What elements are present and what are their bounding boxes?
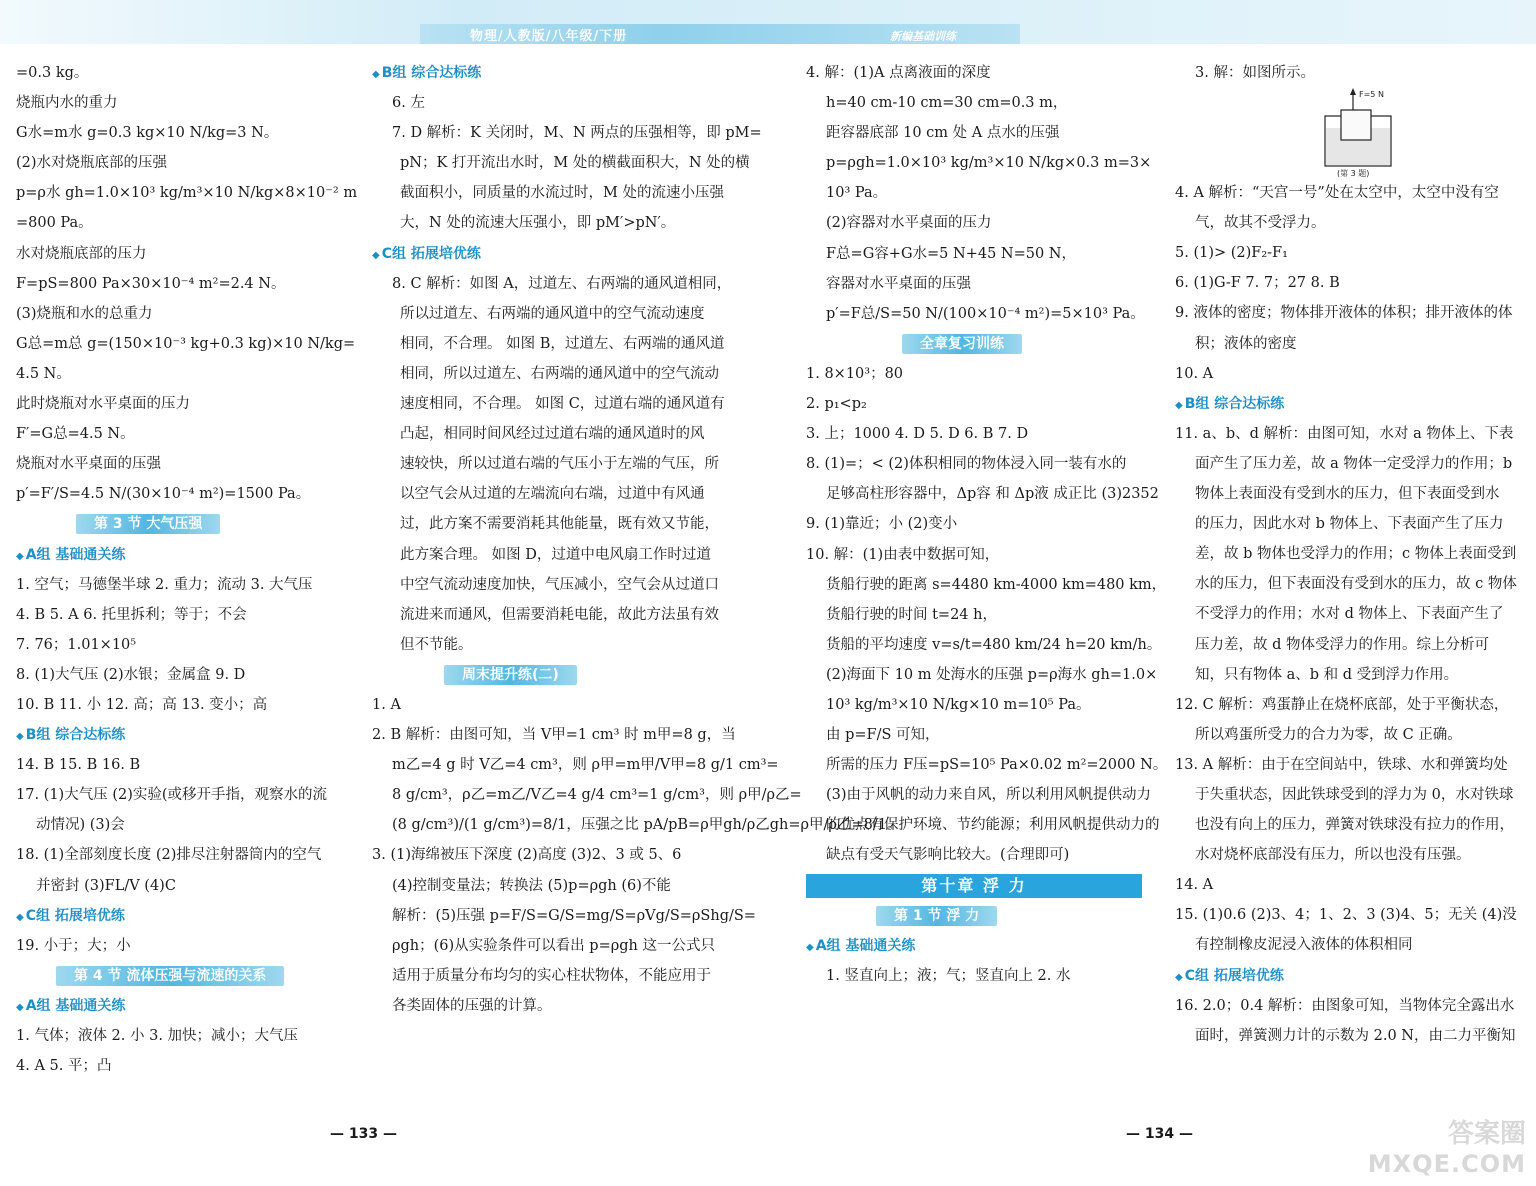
text-line: p′=F总/S=50 N/(100×10⁻⁴ m²)=5×10³ Pa。 [826,305,1145,322]
text-line: 相同，不合理。 如图 B，过道左、右两端的通风道 [400,335,725,352]
text-line: 13. A 解析：由于在空间站中，铁球、水和弹簧均处 [1175,756,1508,773]
text-line: 12. C 解析：鸡蛋静止在烧杯底部，处于平衡状态， [1175,696,1509,713]
section-banner [806,329,1162,359]
text-line: 10³ Pa。 [826,185,888,202]
section-banner [16,961,362,991]
text-line: 动情况) (3)会 [36,817,125,834]
text-line: 14. B 15. B 16. B [16,757,141,774]
text-line: 大，N 处的流速大压强小，即 pM′>pN′。 [400,215,676,232]
text-line: G总=m总 g=(150×10⁻³ kg+0.3 kg)×10 N/kg= [16,335,356,352]
group-heading: ◆ B组 综合达标练 [16,720,362,750]
text-line: 1. 竖直向上；液；气；竖直向上 2. 水 [826,967,1071,984]
column-3 [806,58,1168,991]
text-line: 压力差，故 d 物体受浮力的作用。综上分析可 [1195,636,1489,653]
text-line: 3. (1)海绵被压下深度 (2)高度 (3)2、3 或 5、6 [372,847,682,864]
text-line: 物体上表面没有受到水的压力，但下表面受到水 [1195,486,1500,503]
text-line: 1. 8×10³；80 [806,365,904,382]
section-title: 第 3 节 大气压强 [76,514,220,534]
text-line: 中空气流动速度加快，气压减小，空气会从过道口 [400,576,719,593]
text-line: p=ρ水 gh=1.0×10³ kg/m³×10 N/kg×8×10⁻² m [16,185,358,202]
group-heading: ◆ A组 基础通关练 [16,540,362,570]
page-number-left: — 133 — [330,1126,397,1142]
text-line: 缺点有受天气影响比较大。(合理即可) [826,847,1070,864]
text-line: 2. p₁<p₂ [806,396,867,413]
text-line: 气，故其不受浮力。 [1195,215,1326,232]
block [1341,110,1371,140]
text-line: ρgh；(6)从实验条件可以看出 p=ρgh 这一公式只 [392,937,715,954]
text-line: 货船行驶的距离 s=4480 km-4000 km=480 km， [826,576,1167,593]
text-line: 货船行驶的时间 t=24 h， [826,606,997,623]
text-line: 5. (1)> (2)F₂-F₁ [1175,245,1288,262]
text-line: 4. A 5. 平；凸 [16,1058,112,1075]
float-diagram [1175,88,1525,178]
text-line: 相同，所以过道左、右两端的通风道中的空气流动 [400,365,719,382]
text-line: 10. 解：(1)由表中数据可知， [806,546,1000,563]
text-line: 水的压力，但下表面没有受到水的压力，故 c 物体 [1195,576,1517,593]
text-line: 截面积小，同质量的水流过时，M 处的流速小压强 [400,185,724,202]
text-line: 烧瓶对水平桌面的压强 [16,456,161,473]
text-line: 1. 气体；液体 2. 小 3. 加快；减小；大气压 [16,1028,299,1044]
column-1 [16,58,362,1081]
text-line: p=ρgh=1.0×10³ kg/m³×10 N/kg×0.3 m=3× [826,155,1152,172]
text-line: 适用于质量分布均匀的实心柱状物体，不能应用于 [392,967,711,984]
text-line: (2)容器对水平桌面的压力 [826,215,992,232]
section-title: 全章复习训练 [902,334,1022,354]
text-line: 6. 左 [392,95,425,112]
group-heading: ◆ C组 拓展培优练 [16,901,362,931]
text-line: 6. (1)G-F 7. 7；27 8. B [1175,275,1340,292]
text-line: 面产生了压力差，故 a 物体一定受浮力的作用；b [1195,455,1513,472]
section-title: 第 4 节 流体压强与流速的关系 [56,966,284,986]
text-line: (2)海面下 10 m 处海水的压强 p=ρ海水 gh=1.0× [826,666,1158,683]
text-line: 流进来而通风，但需要消耗电能，故此方法虽有效 [400,606,719,623]
text-line: 于失重状态，因此铁球受到的浮力为 0，水对铁球 [1195,786,1514,803]
watermark-url: MXQE.COM [1367,1150,1526,1178]
header-series: 新编基础训练 [890,30,956,43]
group-heading: ◆ B组 综合达标练 [372,58,728,88]
force-arrowhead [1350,88,1356,95]
group-heading: ◆ B组 综合达标练 [1175,389,1525,419]
text-line: 10. A [1175,365,1214,382]
section-title: 周末提升练(二) [444,665,577,685]
text-line: m乙=4 g 时 V乙=4 cm³，则 ρ甲=m甲/V甲=8 g/1 cm³= [392,757,779,774]
text-line: (3)由于风帆的动力来自风，所以利用风帆提供动力 [826,787,1152,804]
chapter-title: 第十章 浮 力 [806,874,1142,898]
text-line: 9. (1)靠近；小 (2)变小 [806,516,958,533]
text-line: 此时烧瓶对水平桌面的压力 [16,396,190,413]
text-line: 所以鸡蛋所受力的合力为零，故 C 正确。 [1195,726,1462,743]
text-line: 4. B 5. A 6. 托里拆利；等于；不会 [16,606,247,623]
text-line: 此方案合理。 如图 D，过道中电风扇工作时过道 [400,546,711,563]
text-line: 8. (1)大气压 (2)水银；金属盒 9. D [16,666,246,683]
text-line: 也没有向上的压力，弹簧对铁球没有拉力的作用， [1195,817,1514,834]
text-line: 货船的平均速度 v=s/t=480 km/24 h=20 km/h。 [826,636,1162,653]
text-line: 7. D 解析：K 关闭时，M、N 两点的压强相等，即 pM= [392,125,762,142]
text-line: 足够高柱形容器中，Δp容 和 Δp液 成正比 (3)2352 [826,486,1159,503]
text-line: 19. 小于；大；小 [16,937,131,954]
text-line: =800 Pa。 [16,215,93,232]
text-line: 3. 解：如图所示。 [1195,65,1315,81]
text-line: =0.3 kg。 [16,65,89,81]
text-line: 知，只有物体 a、b 和 d 受到浮力作用。 [1195,666,1459,683]
beaker-diagram [1175,88,1525,178]
group-heading: ◆ C组 拓展培优练 [1175,961,1525,991]
section-banner [806,901,1162,931]
text-line: 距容器底部 10 cm 处 A 点水的压强 [826,125,1060,142]
text-line: h=40 cm-10 cm=30 cm=0.3 m， [826,95,1068,112]
page-number-right: — 134 — [1126,1126,1193,1142]
text-line: 4. A 解析：“天宫一号”处在太空中，太空中没有空 [1175,185,1499,202]
text-line: 并密封 (3)FL/V (4)C [36,877,176,894]
column-4 [1175,58,1525,1051]
force-label: F=5 N [1359,90,1384,100]
group-heading: ◆ A组 基础通关练 [806,931,1162,961]
section-title: 第 1 节 浮 力 [876,906,997,926]
text-line: (8 g/cm³)/(1 g/cm³)=8/1，压强之比 pA/pB=ρ甲gh/ρ乙gh=ρ甲/ρ乙=8/1。 [392,817,902,834]
text-line: pN；K 打开流出水时，M 处的横截面积大，N 处的横 [400,155,750,172]
text-line: 3. 上；1000 4. D 5. D 6. B 7. D [806,426,1029,443]
diagram-caption: (第 3 题) [1337,169,1370,179]
text-line: 各类固体的压强的计算。 [392,997,552,1014]
text-line: 2. B 解析：由图可知，当 V甲=1 cm³ 时 m甲=8 g，当 [372,727,736,744]
text-line: 18. (1)全部刻度长度 (2)排尽注射器筒内的空气 [16,847,322,864]
text-line: 水对烧瓶底部的压力 [16,245,147,262]
text-line: 8 g/cm³，ρ乙=m乙/V乙=4 g/4 cm³=1 g/cm³，则 ρ甲/ρ乙= [392,787,802,804]
text-line: 16. 2.0；0.4 解析：由图象可知，当物体完全露出水 [1175,997,1515,1014]
text-line: F=pS=800 Pa×30×10⁻⁴ m²=2.4 N。 [16,275,286,292]
text-line: 10. B 11. 小 12. 高；高 13. 变小；高 [16,696,268,713]
text-line: 1. A [372,696,401,713]
group-heading: ◆ C组 拓展培优练 [372,239,728,269]
text-line: 14. A [1175,877,1214,894]
text-line: 面时，弹簧测力计的示数为 2.0 N，由二力平衡知 [1195,1027,1516,1044]
text-line: 7. 76；1.01×10⁵ [16,636,137,653]
text-line: 凸起，相同时间风经过过道右端的通风道时的风 [400,426,705,443]
text-line: 水对烧杯底部没有压力，所以也没有压强。 [1195,847,1471,864]
text-line: (3)烧瓶和水的总重力 [16,305,153,322]
text-line: 4.5 N。 [16,365,71,382]
text-line: 8. (1)=；< (2)体积相同的物体浸入同一装有水的 [806,456,1127,473]
text-line: 17. (1)大气压 (2)实验(或移开手指，观察水的流 [16,787,328,804]
text-line: 4. 解：(1)A 点离液面的深度 [806,65,991,81]
text-line: 8. C 解析：如图 A，过道左、右两端的通风道相同， [392,275,732,292]
text-line: F′=G总=4.5 N。 [16,426,135,443]
text-line: 所以过道左、右两端的通风道中的空气流动速度 [400,305,705,322]
text-line: 速较快，所以过道右端的气压小于左端的气压，所 [400,456,719,473]
text-line: 过，此方案不需要消耗其他能量，既有效又节能， [400,516,719,533]
watermark-logo: 答案圈 [1447,1119,1526,1149]
text-line: 不受浮力的作用；水对 d 物体上、下表面产生了 [1195,606,1504,623]
text-line: 速度相同，不合理。 如图 C，过道右端的通风道有 [400,396,725,413]
text-line: F总=G容+G水=5 N+45 N=50 N， [826,245,1076,262]
text-line: (4)控制变量法；转换法 (5)p=ρgh (6)不能 [392,877,671,894]
text-line: 解析：(5)压强 p=F/S=G/S=mg/S=ρVg/S=ρShg/S= [392,907,756,924]
chapter-banner [806,871,1162,901]
text-line: 由 p=F/S 可知， [826,727,940,744]
text-line: 积；液体的密度 [1195,335,1297,352]
text-line: (2)水对烧瓶底部的压强 [16,155,168,172]
text-line: 1. 空气；马德堡半球 2. 重力；流动 3. 大气压 [16,576,313,593]
text-line: 的优点有保护环境、节约能源；利用风帆提供动力的 [826,817,1160,834]
text-line: 11. a、b、d 解析：由图可知，水对 a 物体上、下表 [1175,425,1514,442]
section-banner [16,509,362,539]
text-line: 所需的压力 F压=pS=10⁵ Pa×0.02 m²=2000 N。 [826,757,1168,774]
text-line: 的压力，因此水对 b 物体上、下表面产生了压力 [1195,516,1504,533]
text-line: 差，故 b 物体也受浮力的作用；c 物体上表面受到 [1195,546,1517,563]
group-heading: ◆ A组 基础通关练 [16,991,362,1021]
header-title: 物理/人教版/八年级/下册 [470,29,628,44]
text-line: G水=m水 g=0.3 kg×10 N/kg=3 N。 [16,125,279,142]
text-line: 但不节能。 [400,636,473,653]
text-line: 容器对水平桌面的压强 [826,275,971,292]
text-line: 有控制橡皮泥浸入液体的体积相同 [1195,937,1413,954]
section-banner [372,660,728,690]
text-line: p′=F′/S=4.5 N/(30×10⁻⁴ m²)=1500 Pa。 [16,486,311,503]
text-line: 9. 液体的密度；物体排开液体的体积；排开液体的体 [1175,305,1513,322]
text-line: 以空气会从过道的左端流向右端，过道中有风通 [400,486,705,503]
text-line: 10³ kg/m³×10 N/kg×10 m=10⁵ Pa。 [826,696,1091,713]
text-line: 15. (1)0.6 (2)3、4；1、2、3 (3)4、5；无关 (4)没 [1175,907,1517,924]
text-line: 烧瓶内水的重力 [16,95,118,112]
